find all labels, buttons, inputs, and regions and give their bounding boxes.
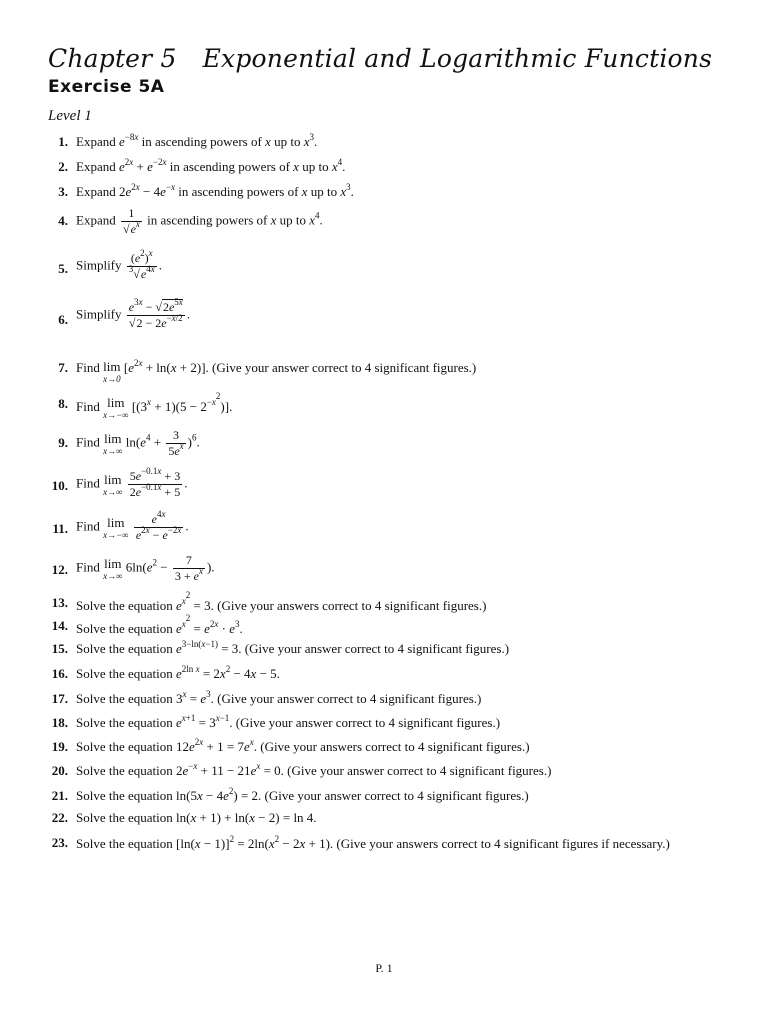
question-text: Find lim x→0 $[e^{2x} + \ln(x + 2)]$. (Give your answer correct to 4 significant figures.)	[76, 358, 477, 384]
question-number: 9.	[58, 435, 68, 450]
question-9	[48, 428, 724, 462]
question-12	[48, 553, 724, 589]
question-6	[48, 297, 724, 346]
question-text: Solve the equation $12e^{2x} + 1 = 7e^x$. (Give your answers correct to 4 significant figures.)	[76, 737, 530, 754]
question-number: 4.	[58, 213, 68, 228]
question-number: 18.	[51, 715, 68, 730]
level-heading: Level 1	[48, 108, 92, 124]
question-text: Solve the equation $e^{x^2} = e^{2x} \cdot e^3$.	[76, 613, 243, 636]
question-text: Find lim x→−∞ $[(3^x + 1)(5 - 2^{-x^2})]$.	[76, 391, 233, 420]
question-number: 17.	[51, 691, 68, 706]
question-text: Simplify $\frac{(e^2)^x}{^3√e^{4x}}$ .	[76, 248, 162, 281]
question-number: 20.	[51, 763, 68, 778]
question-number: 1.	[58, 134, 68, 149]
question-number: 15.	[51, 641, 68, 656]
question-text: Solve the equation $\ln(5x - 4e^2) = 2$. (Give your answer correct to 4 significant figures.)	[76, 786, 529, 803]
question-text: Solve the equation $e^{2ln x} = 2x^2 - 4x - 5$.	[76, 664, 280, 681]
chapter-heading	[48, 44, 712, 73]
question-text: Expand $e^{2x} + e^{-2x}$ in ascending powers of x up to $x^4$.	[76, 157, 346, 174]
question-number: 16.	[51, 666, 68, 681]
exercise-title: Exercise 5A	[48, 77, 165, 97]
question-number: 21.	[51, 788, 68, 803]
question-text: Find lim x→∞ $\frac{5e^{-0.1x} + 3}{2e^{-0.1x} + 5}$ .	[76, 466, 188, 499]
question-number: 22.	[51, 810, 68, 825]
question-text: Simplify $\frac{e^{3x} - √2e^{5x}}{√2 - 2e^{-x/2}}$ .	[76, 297, 191, 330]
question-number: 23.	[51, 835, 68, 850]
question-text: Find lim x→∞ $\ln(e^4$ + $\frac{3}{5e^x}$ )$^6$.	[76, 428, 200, 458]
question-number: 13.	[51, 595, 68, 610]
chapter-title: Exponential and Logarithmic Functions	[202, 44, 713, 73]
question-number: 7.	[58, 360, 68, 375]
question-text: Solve the equation $[\ln(x - 1)]^2 = 2\ln(x^2 - 2x + 1)$. (Give your answers correct to 4 significant figures if necessary.)	[76, 834, 670, 851]
question-text: Find lim x→∞ $6\ln(e^2$ − $\frac{7}{3 + e^x}$ ).	[76, 553, 215, 583]
question-number: 3.	[58, 184, 68, 199]
question-text: Solve the equation $e^{x^2} = 3$. (Give your answers correct to 4 significant figures.)	[76, 590, 487, 613]
chapter-number: Chapter 5	[48, 44, 177, 73]
question-number: 8.	[58, 396, 68, 411]
question-10	[48, 466, 724, 505]
question-text: Solve the equation $2e^{-x} + 11 - 21e^x = 0$. (Give your answer correct to 4 significant figures.)	[76, 761, 552, 778]
question-text: Solve the equation ln(x + 1) + ln(x − 2) = ln 4.	[76, 810, 317, 825]
page-number: P. 1	[375, 961, 393, 975]
question-number: 19.	[51, 739, 68, 754]
question-text: Solve the equation $e^{3-ln(x-1)} = 3$. (Give your answer correct to 4 significant figures.)	[76, 639, 510, 656]
question-number: 2.	[58, 159, 68, 174]
question-text: Find lim x→−∞ $\frac{e^{4x}}{e^{2x} - e^{-2x}}$ .	[76, 509, 189, 542]
question-number: 12.	[51, 562, 68, 577]
question-number: 14.	[51, 618, 68, 633]
question-text: Expand $2e^{2x} - 4e^{-x}$ in ascending powers of x up to $x^3$.	[76, 182, 354, 199]
question-number: 5.	[58, 261, 68, 276]
question-text: Solve the equation $e^{x+1} = 3^{x-1}$. (Give your answer correct to 4 significant figures.)	[76, 713, 501, 730]
question-number: 10.	[51, 478, 68, 493]
question-text: Expand $e^{-8x}$ in ascending powers of x up to $x^3$.	[76, 132, 318, 149]
question-11	[48, 509, 724, 548]
question-number: 6.	[58, 312, 68, 327]
question-text: Expand $\frac{1}{√e^x}$ in ascending powers of x up to $x^4$.	[76, 206, 323, 236]
question-4	[48, 206, 724, 246]
question-number: 11.	[52, 521, 68, 536]
question-text: Solve the equation $3^x = e^3$. (Give your answer correct to 4 significant figures.)	[76, 689, 482, 706]
question-5	[48, 248, 724, 291]
